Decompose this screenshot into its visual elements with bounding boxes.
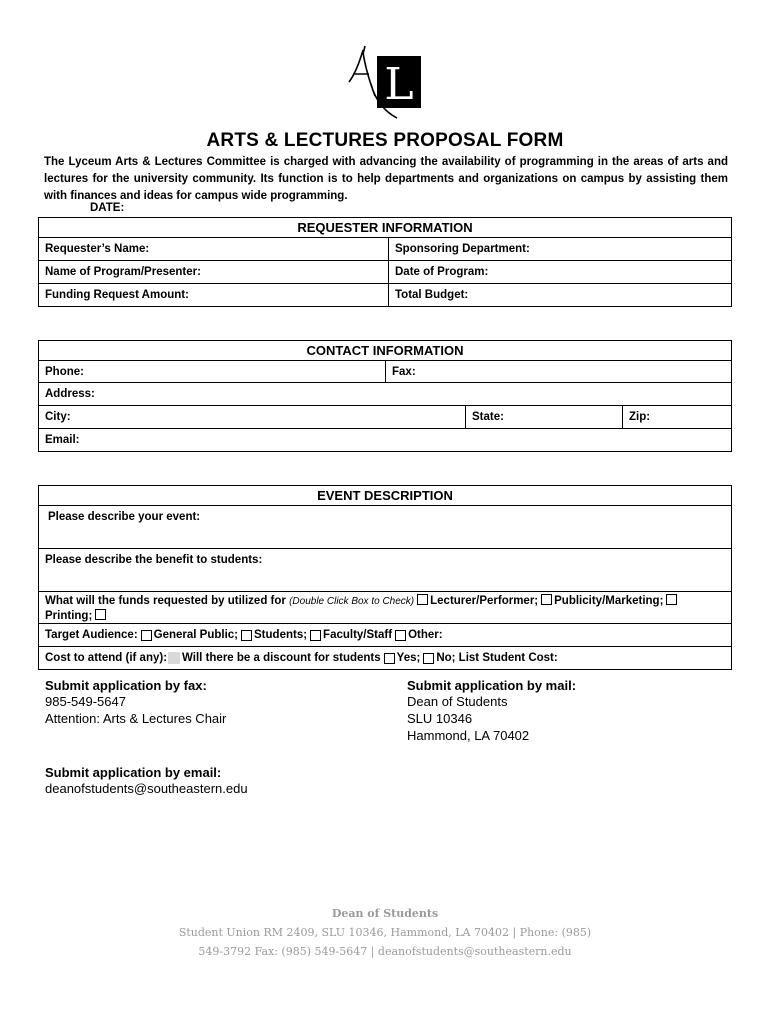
- intro-paragraph: The Lyceum Arts & Lectures Committee is charged with advancing the availability of programming in the areas of arts and lectures for the university community. Its function is to help departments and organizations on campus by assisting them with finances and ideas for campus wide programming.: [44, 156, 728, 202]
- contact-heading: CONTACT INFORMATION: [39, 341, 731, 361]
- checkbox-students[interactable]: [241, 630, 252, 641]
- submit-mail-heading: Submit application by mail:: [407, 678, 577, 693]
- footer-line-2: 549-3792 Fax: (985) 549-5647 | deanofstudents@southeastern.edu: [198, 945, 572, 958]
- event-description-field[interactable]: Please describe your event:: [48, 511, 201, 523]
- submit-mail-block: [407, 678, 576, 744]
- funds-usage-field: What will the funds requested by utilized for (Double Click Box to Check) Lecturer/Performer; Publicity/Marketing;Printing;: [39, 592, 731, 623]
- checkbox-other-audience[interactable]: [395, 630, 406, 641]
- logo-letter: L: [384, 59, 414, 110]
- contact-section: [38, 340, 732, 452]
- funding-amount-field[interactable]: Funding Request Amount:: [45, 289, 189, 301]
- program-presenter-field[interactable]: Name of Program/Presenter:: [45, 266, 201, 278]
- event-heading: EVENT DESCRIPTION: [39, 486, 731, 506]
- cost-input[interactable]: [168, 652, 180, 664]
- mail-line-2: SLU 10346: [407, 711, 473, 726]
- fax-attention: Attention: Arts & Lectures Chair: [45, 711, 227, 726]
- checkbox-printing[interactable]: [666, 594, 677, 605]
- city-field[interactable]: City:: [45, 411, 71, 423]
- checkbox-lecturer[interactable]: [417, 594, 428, 605]
- fax-field[interactable]: Fax:: [385, 361, 731, 382]
- mail-line-1: Dean of Students: [407, 694, 508, 709]
- email-field[interactable]: Email:: [45, 434, 80, 446]
- submit-fax-block: [45, 678, 226, 727]
- program-date-field[interactable]: Date of Program:: [388, 261, 731, 283]
- checkbox-discount-no[interactable]: [423, 653, 434, 664]
- event-section: [38, 485, 732, 670]
- lyceum-logo: [345, 44, 425, 122]
- checkbox-discount-yes[interactable]: [384, 653, 395, 664]
- phone-field[interactable]: Phone:: [45, 365, 84, 378]
- address-field[interactable]: Address:: [45, 388, 95, 400]
- mail-line-3: Hammond, LA 70402: [407, 728, 530, 743]
- submit-fax-heading: Submit application by fax:: [45, 678, 207, 693]
- submit-email-heading: Submit application by email:: [45, 765, 222, 780]
- requester-heading: REQUESTER INFORMATION: [39, 218, 731, 238]
- footer-line-1: Student Union RM 2409, SLU 10346, Hammond, LA 70402 | Phone: (985): [178, 926, 592, 939]
- date-label[interactable]: DATE:: [90, 202, 125, 214]
- checkbox-general-public[interactable]: [141, 630, 152, 641]
- requester-name-field[interactable]: Requester’s Name:: [45, 243, 150, 255]
- footer-office: Dean of Students: [331, 907, 439, 920]
- target-audience-field: Target Audience: General Public; Students; Faculty/Staff Other:: [45, 629, 443, 641]
- checkbox-faculty-staff[interactable]: [310, 630, 321, 641]
- double-click-note: (Double Click Box to Check): [289, 596, 415, 607]
- submit-email-block: [45, 765, 248, 797]
- state-field[interactable]: State:: [465, 406, 622, 428]
- total-budget-field[interactable]: Total Budget:: [388, 284, 731, 306]
- fax-number: 985-549-5647: [45, 694, 126, 709]
- checkbox-publicity[interactable]: [541, 594, 552, 605]
- cost-field: Cost to attend (if any): Will there be a discount for students Yes; No; List Student Cost:: [45, 652, 558, 664]
- zip-field[interactable]: Zip:: [622, 406, 731, 428]
- student-benefit-field[interactable]: Please describe the benefit to students:: [45, 554, 263, 566]
- sponsoring-department-field[interactable]: Sponsoring Department:: [388, 238, 731, 260]
- checkbox-reception[interactable]: [95, 609, 106, 620]
- form-title: ARTS & LECTURES PROPOSAL FORM: [206, 130, 564, 151]
- email-address[interactable]: deanofstudents@southeastern.edu: [45, 781, 248, 796]
- requester-section: [38, 217, 732, 307]
